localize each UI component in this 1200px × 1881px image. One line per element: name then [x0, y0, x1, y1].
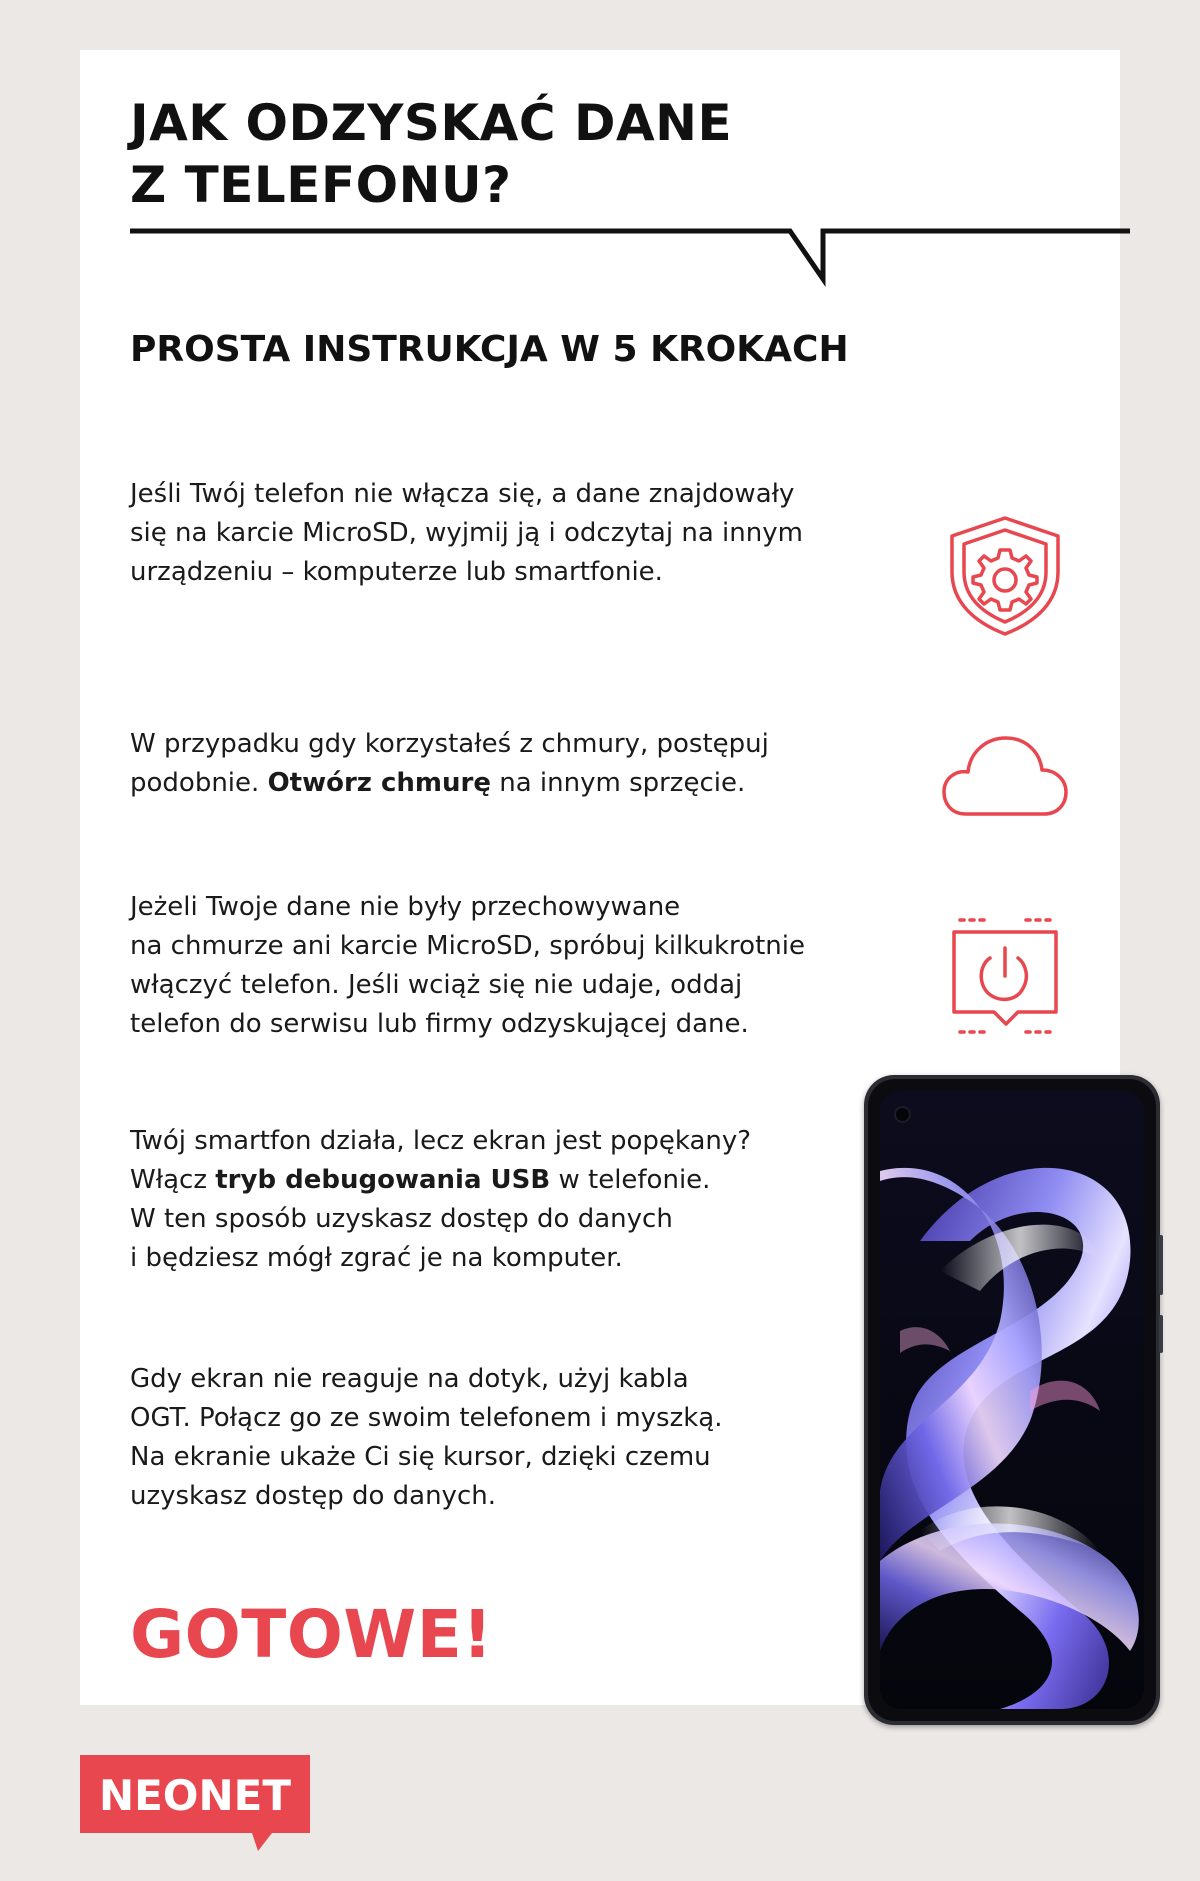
neonet-logo	[80, 1755, 310, 1865]
step-1-line-1: Jeśli Twój telefon nie włącza się, a dane znajdowały	[130, 479, 795, 509]
step-1-text	[130, 475, 803, 592]
done-heading: GOTOWE!	[130, 1596, 493, 1673]
phone-power-button	[1159, 1315, 1163, 1353]
step-2-line-2	[130, 764, 769, 803]
step-1-line-3: urządzeniu – komputerze lub smartfonie.	[130, 557, 663, 587]
step-5-line-4: uzyskasz dostęp do danych.	[130, 1481, 496, 1511]
step-3-line-1: Jeżeli Twoje dane nie były przechowywane	[130, 892, 681, 922]
step-4-text	[130, 1122, 751, 1278]
step-5-line-1: Gdy ekran nie reaguje na dotyk, użyj kabla	[130, 1364, 689, 1394]
step-4-line-3: W ten sposób uzyskasz dostęp do danych	[130, 1204, 673, 1234]
step-4-line-1: Twój smartfon działa, lecz ekran jest popękany?	[130, 1126, 752, 1156]
step-4-line-2-start: Włącz	[130, 1165, 216, 1195]
cloud-icon	[940, 726, 1070, 826]
title-line-1: JAK ODZYSKAĆ DANE	[130, 94, 733, 152]
step-4-line-4: i będziesz mógł zgrać je na komputer.	[130, 1243, 623, 1273]
power-bubble-icon	[940, 912, 1070, 1042]
step-2-line-1: W przypadku gdy korzystałeś z chmury, postępuj	[130, 729, 769, 759]
step-3-line-3: włączyć telefon. Jeśli wciąż się nie udaje, oddaj	[130, 970, 743, 1000]
step-2-line-2-end: na innym sprzęcie.	[490, 768, 746, 798]
step-3-line-2: na chmurze ani karcie MicroSD, spróbuj kilkukrotnie	[130, 931, 805, 961]
speech-divider	[130, 225, 1130, 295]
front-camera-icon	[894, 1106, 911, 1123]
smartphone-image	[864, 1075, 1160, 1725]
step-3-line-4: telefon do serwisu lub firmy odzyskującej dane.	[130, 1009, 749, 1039]
title-line-2: Z TELEFONU?	[130, 156, 512, 214]
page-subtitle: PROSTA INSTRUKCJA W 5 KROKACH	[130, 329, 849, 370]
wallpaper-graphic	[880, 1091, 1144, 1709]
shield-gear-icon	[940, 510, 1070, 640]
step-2-emphasis: Otwórz chmurę	[267, 768, 491, 798]
step-2-text	[130, 725, 769, 803]
phone-frame	[868, 1079, 1156, 1721]
step-1-line-2: się na karcie MicroSD, wyjmij ją i odczytaj na innym	[130, 518, 803, 548]
step-2-line-2-start: podobnie.	[130, 768, 268, 798]
phone-volume-button	[1159, 1235, 1163, 1295]
step-5-text	[130, 1360, 723, 1516]
phone-screen	[880, 1091, 1144, 1709]
step-5-line-3: Na ekranie ukaże Ci się kursor, dzięki czemu	[130, 1442, 711, 1472]
step-4-line-2-end: w telefonie.	[550, 1165, 711, 1195]
page-title	[130, 92, 732, 216]
step-3-text	[130, 888, 805, 1044]
step-4-emphasis: tryb debugowania USB	[215, 1165, 551, 1195]
step-5-line-2: OGT. Połącz go ze swoim telefonem i myszką.	[130, 1403, 723, 1433]
logo-text: NEONET	[98, 1771, 292, 1820]
step-4-line-2	[130, 1161, 751, 1200]
